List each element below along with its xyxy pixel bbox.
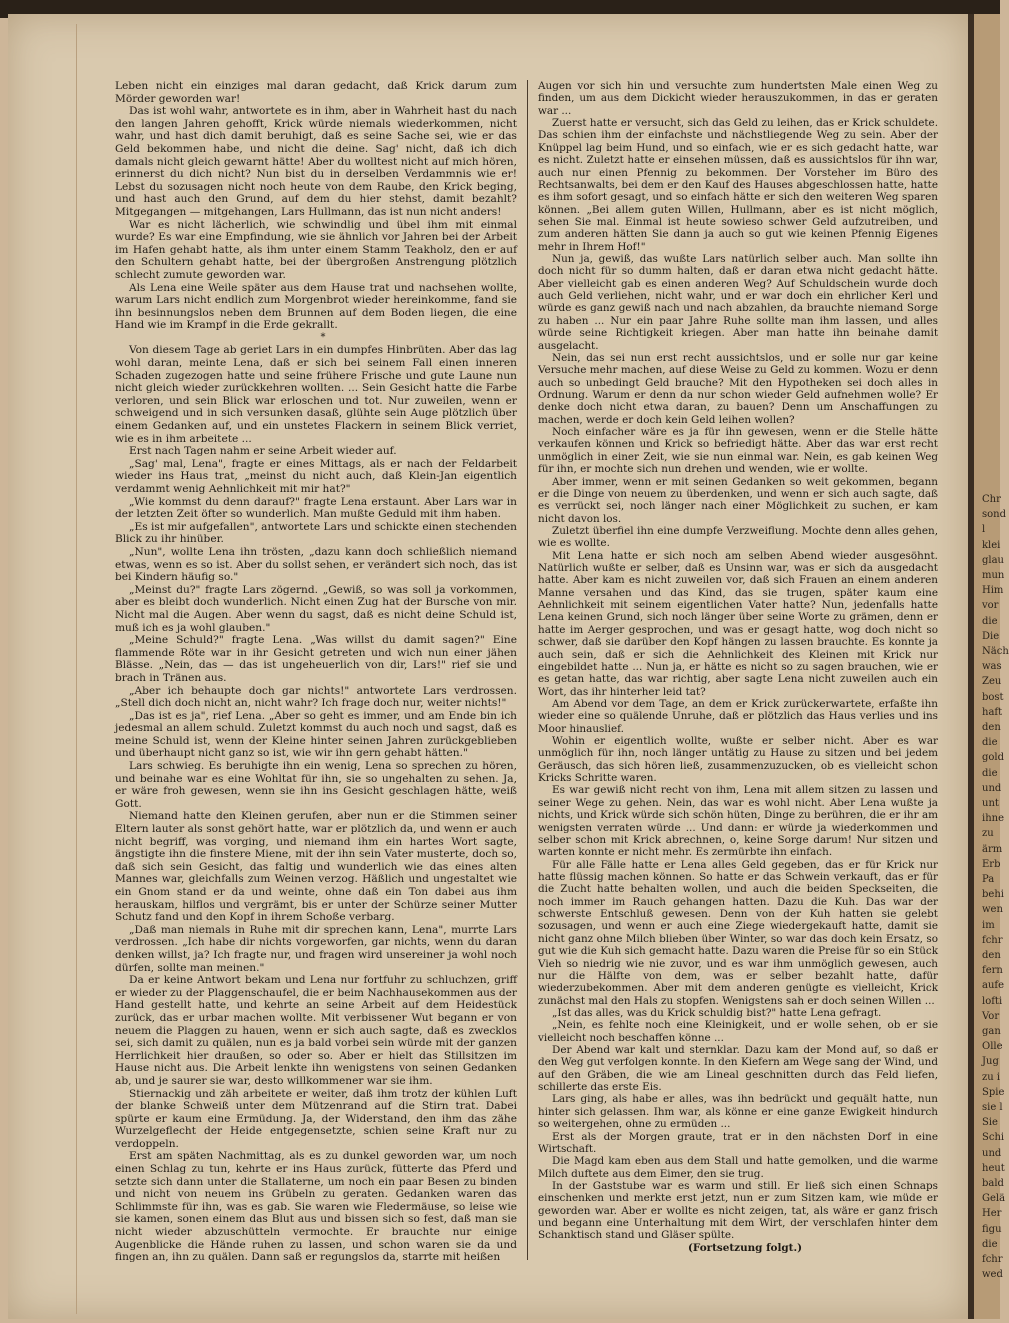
margin-fragment: wen — [982, 904, 1003, 916]
margin-fragment: bald — [982, 1178, 1004, 1189]
paragraph: Am Abend vor dem Tage, an dem er Krick zurückerwartete, erfaßte ihn wieder eine so quälende Unruhe, daß er plötzlich das Haus verlies und ins Moor hinauslief. — [538, 697, 938, 735]
paragraph: Aber immer, wenn er mit seinen Gedanken so weit gekommen, begann er die Dinge von neuem zu überdenken, und wenn er sich auch sagte, daß es verrückt sei, noch länger nach einer Möglichkeit zu suchen, er kam nicht davon los. — [538, 475, 938, 525]
paragraph: Leben nicht ein einziges mal daran gedacht, daß Krick darum zum Mörder geworden war! — [115, 80, 517, 105]
margin-fragment: lofti — [982, 995, 1003, 1007]
margin-fragment: was — [982, 661, 1002, 673]
paragraph: „Nun", wollte Lena ihn trösten, „dazu kann doch schließlich niemand etwas, wenn es so ist. Aber du sollst sehen, er verändert sich noch, das ist bei Kindern häufig so." — [115, 545, 517, 584]
paragraph: Stiernackig und zäh arbeitete er weiter, daß ihm trotz der kühlen Luft der blanke Schweiß unter dem Mützenrand auf die Stirn trat. Dabei spürte er kaum eine Ermüdung. Ja, der Widerstand, den ihm das zähe Wurzelgeflecht der Heide entgegensetzte, schien seine Kraft nur zu verdoppeln. — [115, 1087, 517, 1150]
column-divider — [527, 80, 528, 1260]
margin-fragment: Gelä — [982, 1193, 1006, 1205]
margin-fragment: die — [982, 737, 998, 749]
margin-fragment: zu i — [982, 1071, 1001, 1083]
margin-fragment: im — [982, 919, 995, 931]
margin-fragment: ärm — [982, 843, 1003, 855]
margin-fragment: Him — [982, 585, 1004, 597]
paragraph: Die Magd kam eben aus dem Stall und hatte gemolken, und die warme Milch duftete aus dem Eimer, den sie trug. — [538, 1155, 938, 1180]
paragraph: Erst nach Tagen nahm er seine Arbeit wieder auf. — [129, 445, 397, 458]
paragraph: Lars ging, als habe er alles, was ihn bedrückt und gequält hatte, nun hinter sich gelassen. Ihm war, als könne er eine ganze Ewigkeit hindurch so weitergehen, ohne zu ermüden ... — [538, 1093, 938, 1131]
margin-fragment: den — [982, 950, 1001, 961]
left-column — [115, 80, 517, 1264]
margin-fragment: und — [982, 1147, 1002, 1159]
paragraph: Wohin er eigentlich wollte, wußte er selber nicht. Aber es war unmöglich für ihn, noch länger untätig zu Hause zu sitzen und bei jedem Geräusch, das sich hören ließ, zusammenzuzucken, ob es vielleicht schon Kricks Schritte waren. — [538, 735, 938, 785]
paragraph: Niemand hatte den Kleinen gerufen, aber nun er die Stimmen seiner Eltern lauter als sonst gehört hatte, war er plötzlich da, und wenn er auch nicht begriff, was vorging, und niemand ihm ein hartes Wort sagte, ängstigte ihn die finstere Miene, mit der ihn sein Vater musterte, doch so, daß sich sein Gesicht, das faltig und wunderlich wie das eines alten Mannes war, gleichfalls zum Weinen verzog. Häßlich und ungestaltet wie ein Gnom stand er da und weinte, ohne daß ein Ton dabei aus ihm herauskam, hilflos und vergrämt, bis er unter der Schürze seiner Mutter Schutz fand und den Kopf in ihrem Schoße verbarg. — [115, 810, 517, 924]
margin-fragment: die — [982, 1238, 998, 1250]
margin-fragment: unt — [982, 798, 999, 809]
margin-rule — [76, 24, 77, 1314]
paragraph: „Aber ich behaupte doch gar nichts!" antwortete Lars verdrossen. „Stell dich doch nicht an, nicht wahr? Ich frage doch nur, weiter nichts!" — [115, 684, 517, 710]
margin-fragment: bost — [982, 691, 1004, 703]
paragraph: Nun ja, gewiß, das wußte Lars natürlich selber auch. Man sollte ihn doch nicht für so dumm halten, daß er daran etwa nicht gedacht hätte. Aber vielleicht gab es einen anderen Weg? Auf Schuldschein wurde doch auch Geld verliehen, nicht wahr, und er war doch ein ehrlicher Kerl und würde es ganz gewiß nach und nach abzahlen, da brauchte niemand Sorge zu haben ... Nur ein paar Jahre Ruhe sollte man ihm lassen, und alles würde seine Richtigkeit kriegen. Aber man hatte ihn beinahe damit ausgelacht. — [538, 253, 938, 352]
margin-fragment: sie l — [982, 1102, 1003, 1113]
continuation-note: (Fortsetzung folgt.) — [687, 1241, 803, 1254]
margin-fragment: gold — [982, 752, 1005, 764]
paragraph: „Sag' mal, Lena", fragte er eines Mittags, als er nach der Feldarbeit wieder ins Haus trat, „meinst du nicht auch, daß Klein-Jan eigentlich verdammt wenig Aehnlichkeit mit mir hat?" — [115, 457, 517, 495]
paragraph: „Das ist es ja", rief Lena. „Aber so geht es immer, und am Ende bin ich jedesmal an allem schuld. Zuletzt kommst du auch noch und sagst, daß es meine Schuld ist, wenn der Kleine hinter seinen Jahren zurückgeblieben und überhaupt nicht ganz so ist, wie wir ihn gern gehabt hätten." — [115, 709, 517, 760]
margin-fragment: die — [982, 767, 998, 779]
margin-fragment: Chr — [982, 494, 1001, 505]
margin-fragment: behi — [982, 889, 1004, 901]
margin-fragment: wed — [982, 1269, 1003, 1281]
margin-fragment: Näch — [982, 646, 1009, 657]
paragraph: Erst als der Morgen graute, trat er in den nächsten Dorf in eine Wirtschaft. — [538, 1130, 938, 1155]
margin-fragment: Her — [982, 1208, 1002, 1220]
margin-fragment: vor — [982, 600, 999, 612]
margin-fragment: fchr — [982, 934, 1003, 946]
paragraph: Zuerst hatte er versucht, sich das Geld zu leihen, das er Krick schuldete. Das schien ihm der einfachste und nächstliegende Weg zu sein. Aber der Knüppel lag beim Hund, und so einfach, wie er es sich gedacht hatte, war es nicht. Zuletzt hatte er einsehen müssen, daß es aussichtslos für ihn war, auch nur einen Pfennig zu bekommen. Der Vorsteher im Büro des Rechtsanwalts, bei dem er den Kauf des Hauses abgeschlossen hatte, hatte es ihm sofort gesagt, und so einfach hätte er sich den weiteren Weg sparen können. „Bei allem guten Willen, Hullmann, aber es ist nicht möglich, sehen Sie mal. Einmal ist heute sowieso schwer Geld aufzutreiben, und zum anderen hätten Sie dann ja auch so gut wie keinen Pfennig Eigenes mehr in Ihrem Hof!" — [538, 117, 938, 253]
margin-fragment: haft — [982, 706, 1003, 718]
paragraph: Zuletzt überfiel ihn eine dumpfe Verzweiflung. Mochte denn alles gehen, wie es wollte. — [538, 524, 938, 550]
margin-fragment: sond — [982, 509, 1006, 521]
margin-fragment: die — [982, 615, 998, 627]
margin-fragment: Spie — [982, 1086, 1005, 1098]
adjacent-page-strip — [968, 14, 1009, 1319]
margin-fragment: aufe — [982, 980, 1005, 992]
margin-fragment: Jug — [982, 1056, 999, 1068]
margin-fragment: klei — [982, 539, 1001, 551]
margin-fragment: figu — [982, 1223, 1002, 1235]
paragraph: Mit Lena hatte er sich noch am selben Abend wieder ausgesöhnt. Natürlich wußte er selber, daß es Unsinn war, was er sich da ausgedacht hatte. Aber kam es nicht zuweilen vor, daß sich Frauen an einem anderen Manne versahen und das Kind, das sie trugen, später kaum eine Aehnlichkeit mit seinem eigentlichen Vater hatte? Nun, jedenfalls hatte Lena keinen Grund, sich noch länger über seine Worte zu grämen, denn er hatte im Aerger gesprochen, und was er gesagt hatte, wog doch nicht so schwer, daß sie darüber den Kopf hängen zu lassen brauchte. Es konnte ja auch sein, daß er sich die Aehnlichkeit des Kleinen mit Krick nur eingebildet hatte ... Nun ja, er hätte es nicht so zu sagen brauchen, wie er es getan hatte, das war richtig, aber sagte Lena nicht zuweilen auch ein Wort, das ihr hinterher leid tat? — [538, 549, 938, 698]
paragraph: In der Gaststube war es warm und still. Er ließ sich einen Schnaps einschenken und merkte erst jetzt, nun er zum Sitzen kam, wie müde er geworden war. Aber er wollte es nicht zeigen, tat, als wäre er ganz frisch und begann eine Unterhaltung mit dem Wirt, der verschlafen hinter dem Schanktisch stand und Gläser spülte. — [538, 1179, 938, 1242]
paragraph: Erst am späten Nachmittag, als es zu dunkel geworden war, um noch einen Schlag zu tun, kehrte er ins Haus zurück, fütterte das Pferd und setzte sich dann unter die Stallaterne, um noch ein paar Besen zu binden und nicht von neuem ins Grübeln zu geraten. Gedanken waren das Schlimmste für ihn, was es gab. Sie waren wie Fledermäuse, so leise wie sie kamen, sonen einem das Blut aus und bissen sich so fest, daß man sie nicht wieder abzuschütteln vermochte. Er brauchte nur einige Augenblicke die Hände ruhen zu lassen, und schon waren sie da und fingen an, ihn zu quälen. Dann saß er regungslos da, starrte mit heißen — [115, 1150, 517, 1264]
margin-fragment: Erb — [982, 858, 1001, 870]
paragraph: Nein, das sei nun erst recht aussichtslos, und er solle nur gar keine Versuche mehr machen, auf diese Weise zu Geld zu kommen. Wozu er denn auch so unbedingt Geld brauche? Mit den Hypotheken sei doch alles in Ordnung. Warum er denn da nur schon wieder Geld aufnehmen wolle? Er denke doch nicht etwa daran, zu bauen? Denn um Anschaffungen zu machen, werde er doch kein Geld leihen wollen? — [538, 351, 938, 426]
paragraph: War es nicht lächerlich, wie schwindlig und übel ihm mit einmal wurde? Es war eine Empfindung, wie sie ähnlich vor Jahren bei der Arbeit im Hafen gehabt hatte, als ihm unter einem Stamm Teakholz, den er auf den Schultern gehabt hatte, bei der übergroßen Anstrengung plötzlich schlecht zumute geworden war. — [115, 218, 517, 281]
margin-fragment: Schi — [982, 1132, 1005, 1144]
paragraph: „Nein, es fehlte noch eine Kleinigkeit, und er wolle sehen, ob er sie vielleicht noch beschaffen könne ... — [538, 1019, 938, 1044]
paragraph: Lars schwieg. Es beruhigte ihn ein wenig, Lena so sprechen zu hören, und beinahe war es eine Wohltat für ihn, sie so ungehalten zu sehen. Ja, er wäre froh gewesen, wenn sie ihn ins Gesicht geschlagen hätte, weiß Gott. — [115, 760, 517, 810]
margin-fragment: Pa — [982, 874, 995, 885]
margin-fragment: Vor — [982, 1010, 1000, 1022]
paragraph: Es war gewiß nicht recht von ihm, Lena mit allem sitzen zu lassen und seiner Wege zu gehen. Nein, das war es wohl nicht. Aber Lena wußte ja nichts, und Krick würde sich schön hüten, Dinge zu berühren, die er ihr am wenigsten verraten würde ... Und dann: er würde ja wiederkommen und selber schon mit Krick abrechnen, o, keine Sorge darum! Nur sitzen und warten konnte er nicht mehr. Es zermürbte ihn einfach. — [538, 784, 938, 859]
paragraph: Von diesem Tage ab geriet Lars in ein dumpfes Hinbrüten. Aber das lag wohl daran, meinte Lena, daß er sich bei seinem Fall einen inneren Schaden zugezogen hatte und seine frühere Frische und gute Laune nun nicht gleich wieder zurückkehren wollten. ... Sein Gesicht hatte die Farbe verloren, und sein Blick war erloschen und tot. Nur zuweilen, wenn er schweigend und in sich versunken dasaß, glühte sein Auge plötzlich über einem Gedanken auf, und ein unstetes Flackern in seinem Blick verriet, wie es in ihm arbeitete ... — [115, 344, 517, 445]
margin-fragment: Sie — [982, 1117, 998, 1129]
paragraph: Noch einfacher wäre es ja für ihn gewesen, wenn er die Stelle hätte verkaufen können und Krick so befriedigt hätte. Aber das war erst recht unmöglich in einer Zeit, wie sie nun einmal war. Nein, es gab keinen Weg für ihn, er mochte sich nun drehen und wenden, wie er wollte. — [538, 426, 938, 476]
paragraph: „Ist das alles, was du Krick schuldig bist?" hatte Lena gefragt. — [552, 1006, 882, 1019]
paragraph: Für alle Fälle hatte er Lena alles Geld gegeben, das er für Krick nur hatte flüssig machen können. So hatte er das Schwein verkauft, das er für die Zucht hatte behalten wollen, und auch die beiden Speckseiten, die noch immer im Rauch gehangen hatten. Dazu die Kuh. Das war der schwerste Entschluß gewesen. Denn von der Kuh hatten sie gelebt sozusagen, und wenn er auch eine Ziege wiedergekauft hatte, damit sie nicht ganz ohne Milch blieben über Winter, so war das doch kein Ersatz, so gut wie die Kuh sich gemacht hatte. Dazu waren die Preise für so ein Stück Vieh so niedrig wie nie zuvor, und es war ihm unmöglich gewesen, auch nur die Hälfte von dem, was er selber bezahlt hatte, dafür wiederzubekommen. Aber mit dem anderen genügte es vielleicht, Krick zunächst mal den Hals zu stopfen. Wenigstens sah er doch seinen Willen ... — [538, 858, 938, 1007]
margin-fragment: fern — [982, 965, 1003, 977]
margin-fragment: ihne — [982, 813, 1004, 825]
paragraph: „Wie kommst du denn darauf?" fragte Lena erstaunt. Aber Lars war in der letzten Zeit öfter so wunderlich. Man mußte Geduld mit ihm haben. — [115, 495, 517, 521]
paragraph: Das ist wohl wahr, antwortete es in ihm, aber in Wahrheit hast du nach den langen Jahren gehofft, Krick würde niemals wiederkommen, nicht wahr, und hast dich damit beruhigt, daß es seine Sache sei, wie er das Geld bekommen habe, und nicht die deine. Sag' nicht, daß ich dich damals nicht gleich gewarnt hätte! Aber du wolltest nicht auf mich hören, erinnerst du dich nicht? Nun bist du in derselben Verdammnis wie er! Lebst du sozusagen nicht noch heute von dem Raube, den Krick beging, und hast auch den Grund, auf dem du hier stehst, damit bezahlt? Mitgegangen — mitgehangen, Lars Hullmann, das ist nun nicht anders! — [115, 105, 517, 218]
margin-fragment: heut — [982, 1162, 1005, 1174]
margin-fragment: den — [982, 722, 1001, 733]
paragraph: Als Lena eine Weile später aus dem Hause trat und nachsehen wollte, warum Lars nicht endlich zum Morgenbrot wieder hereinkomme, fand sie ihn besinnungslos neben dem Brunnen auf dem Boden liegen, die eine Hand wie im Krampf in die Erde gekrallt. — [115, 281, 517, 332]
section-break: * — [320, 331, 326, 343]
paragraph: Augen vor sich hin und versuchte zum hundertsten Male einen Weg zu finden, um aus dem Dickicht wieder herauszukommen, in das er geraten war ... — [538, 80, 938, 117]
margin-fragment: glau — [982, 554, 1005, 566]
margin-fragment: fchr — [982, 1254, 1003, 1265]
paragraph: „Meine Schuld?" fragte Lena. „Was willst du damit sagen?" Eine flammende Röte war in ihr Gesicht getreten und wich nun einer jähen Blässe. „Nein, das — das ist ungeheuerlich von dir, Lars!" rief sie und brach in Tränen aus. — [115, 634, 517, 684]
margin-fragment: mun — [982, 570, 1005, 581]
margin-fragment: Zeu — [982, 676, 1002, 688]
margin-fragment: Olle — [982, 1041, 1003, 1053]
margin-fragment: gan — [982, 1026, 1001, 1037]
paragraph: Da er keine Antwort bekam und Lena nur fortfuhr zu schluchzen, griff er wieder zu der Plaggenschaufel, die er beim Nachhausekommen aus der Hand gestellt hatte, und kehrte an seine Arbeit auf dem Heidestück zurück, das er urbar machen wollte. Mit verbissener Wut begann er von neuem die Plaggen zu hauen, wenn er sich auch sagte, daß es zwecklos sei, sich damit zu quälen, nun es ja bald vorbei sein würde mit der ganzen Herrlichkeit hier draußen, so oder so. Aber er hielt das Stillsitzen im Hause nicht aus. Die Arbeit lenkte ihn wenigstens von seinen Gedanken ab, und je saurer sie war, desto willkommener war sie ihm. — [115, 974, 517, 1087]
margin-fragment: Die — [982, 630, 1000, 642]
margin-fragment: zu — [982, 828, 994, 840]
binding-shadow — [968, 14, 974, 1319]
paragraph: „Es ist mir aufgefallen", antwortete Lars und schickte einen stechenden Blick zu ihr hinüber. — [115, 520, 517, 546]
paragraph: „Meinst du?" fragte Lars zögernd. „Gewiß, so was soll ja vorkommen, aber es bleibt doch wunderlich. Nicht einen Zug hat der Bursche von mir. Nicht mal die Augen. Aber wenn du sagst, daß es nicht deine Schuld ist, muß ich es ja wohl glauben." — [115, 583, 517, 634]
margin-fragment: und — [982, 782, 1002, 794]
right-column — [538, 80, 938, 1254]
paragraph: Der Abend war kalt und sternklar. Dazu kam der Mond auf, so daß er den Weg gut verfolgen konnte. In den Kiefern am Wege sang der Wind, und auf den Gräben, die wie am Lineal geschnitten durch das Feld liefen, schillerte das erste Eis. — [538, 1044, 938, 1094]
margin-fragment: l — [982, 524, 986, 536]
paragraph: „Daß man niemals in Ruhe mit dir sprechen kann, Lena", murrte Lars verdrossen. „Ich habe dir nichts vorgeworfen, gar nichts, wenn du daran denken willst, ja? Ich fragte nur, und fragen wird unsereiner ja wohl noch dürfen, sollte man meinen." — [115, 923, 517, 974]
